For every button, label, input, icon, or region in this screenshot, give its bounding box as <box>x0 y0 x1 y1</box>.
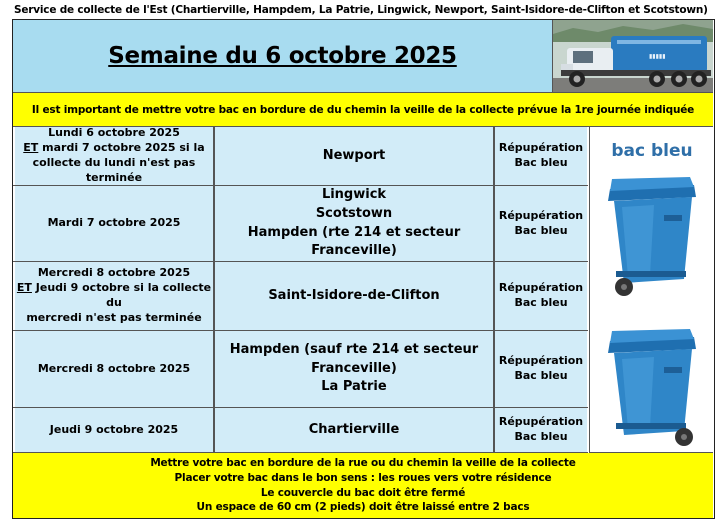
date-line: Mercredi 8 octobre 2025 <box>37 266 191 280</box>
collection-date <box>15 408 213 452</box>
collection-date <box>15 262 213 330</box>
blue-bin-icon <box>604 175 700 297</box>
blue-bin-panel <box>589 127 713 453</box>
date-line: collecte du lundi n'est pas terminée <box>32 156 196 184</box>
type-line: Répupération <box>498 281 584 295</box>
municipality-cell <box>215 127 493 185</box>
date-line-text: Jeudi 9 octobre si la collecte du <box>35 281 212 309</box>
collection-date <box>15 127 213 185</box>
municipality: Chartierville <box>308 421 400 437</box>
et-label: ET <box>23 141 39 155</box>
municipality: Saint-Isidore-de-Clifton <box>268 287 440 303</box>
schedule-row <box>13 186 588 262</box>
schedule-row <box>13 408 588 453</box>
collection-type <box>495 408 587 452</box>
type-line: Répupération <box>498 415 584 429</box>
municipality: Franceville) <box>311 360 397 376</box>
municipality-cell <box>215 262 493 330</box>
date-line <box>15 141 213 156</box>
municipality-cell <box>215 408 493 452</box>
instruction-line: Le couvercle du bac doit être fermé <box>260 486 466 499</box>
instruction-line: Mettre votre bac en bordure de la rue ou du chemin la veille de la collecte <box>150 457 576 470</box>
schedule-row <box>13 262 588 331</box>
title-band <box>13 20 553 93</box>
date-line: Lundi 6 octobre 2025 <box>48 126 180 140</box>
collection-type <box>495 262 587 330</box>
page-title: Semaine du 6 octobre 2025 <box>108 43 457 69</box>
bin-label: bac bleu <box>611 141 693 161</box>
municipality: Newport <box>322 147 386 163</box>
truck-illustration <box>553 20 713 93</box>
schedule-sheet <box>12 19 715 519</box>
collection-type <box>495 127 587 185</box>
instruction-line: Placer votre bac dans le bon sens : les roues vers votre résidence <box>174 471 552 484</box>
date-line: Mardi 7 octobre 2025 <box>47 216 181 230</box>
collection-date <box>15 331 213 407</box>
type-line: Répupération <box>498 141 584 155</box>
instructions-band <box>13 453 713 518</box>
collection-type <box>495 331 587 407</box>
type-line: Bac bleu <box>514 430 568 443</box>
type-line: Répupération <box>498 354 584 368</box>
schedule-row <box>13 331 588 408</box>
type-line: Répupération <box>498 208 584 222</box>
et-label: ET <box>16 281 32 295</box>
date-line: Mercredi 8 octobre 2025 <box>37 361 191 375</box>
collection-type <box>495 186 587 261</box>
municipality: La Patrie <box>321 379 387 395</box>
municipality-cell <box>215 331 493 407</box>
type-line: Bac bleu <box>514 296 568 309</box>
type-line: Bac bleu <box>514 223 568 237</box>
municipality: Hampden (rte 214 et secteur Franceville) <box>247 224 461 259</box>
garbage-truck-image <box>553 20 713 93</box>
collection-date <box>15 186 213 261</box>
date-line <box>15 281 213 311</box>
date-line: mercredi n'est pas terminée <box>26 310 202 324</box>
municipality: Hampden (sauf rte 214 et secteur <box>229 341 479 357</box>
svg-text:▮▮▮▮▮: ▮▮▮▮▮ <box>649 54 666 60</box>
municipality: Lingwick <box>321 186 387 202</box>
instruction-line: Un espace de 60 cm (2 pieds) doit être laissé entre 2 bacs <box>196 501 530 514</box>
blue-bin-icon <box>604 327 700 449</box>
collection-notice: Il est important de mettre votre bac en bordure de du chemin la veille de la collecte prévue la 1re journée indiquée <box>13 93 713 127</box>
schedule-row <box>13 127 588 186</box>
municipality: Scotstown <box>315 205 393 221</box>
municipality-cell <box>215 186 493 261</box>
type-line: Bac bleu <box>514 156 568 169</box>
date-line: Jeudi 9 octobre 2025 <box>49 422 179 436</box>
service-description: Service de collecte de l'Est (Chartierville, Hampdem, La Patrie, Lingwick, Newport, Saint-Isidore-de-Clifton et Scotstown) <box>14 4 708 16</box>
date-line-text: mardi 7 octobre 2025 si la <box>42 141 205 155</box>
type-line: Bac bleu <box>514 369 568 382</box>
